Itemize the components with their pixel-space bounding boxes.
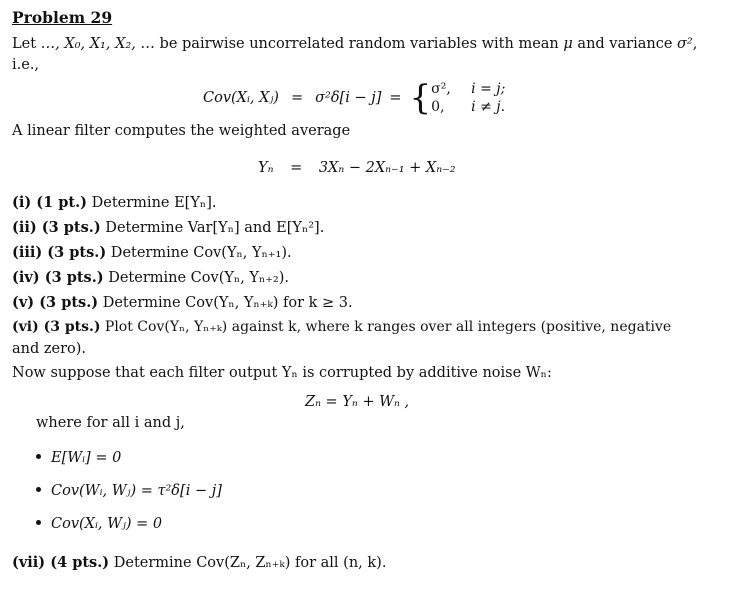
where-text: where for all i and j, bbox=[36, 415, 185, 431]
noise-equation: Zₙ = Yₙ + Wₙ , bbox=[305, 394, 410, 410]
part-v-label: (v) (3 pts.) bbox=[12, 294, 99, 311]
case2-condition: i ≠ j. bbox=[471, 99, 506, 115]
case1-condition: i = j; bbox=[471, 81, 506, 97]
intro-lead: Let bbox=[12, 36, 41, 52]
filter-text: A linear filter computes the weighted average bbox=[12, 123, 351, 139]
case1-value: σ², bbox=[431, 81, 451, 97]
filter-rhs: 3Xₙ − 2Xₙ₋₁ + Xₙ₋₂ bbox=[318, 160, 456, 176]
intro-ie: i.e., bbox=[12, 57, 40, 73]
part-v bbox=[12, 294, 353, 311]
cases-brace: { bbox=[409, 78, 432, 118]
bullet-item bbox=[36, 450, 121, 466]
part-v-text: Determine Cov(Yₙ, Yₙ₊ₖ) for k ≥ 3. bbox=[98, 295, 353, 311]
cov-eq2: = bbox=[389, 90, 402, 106]
bullet-item bbox=[36, 516, 162, 532]
problem-title: Problem 29 bbox=[12, 8, 113, 27]
cov-eq1: = bbox=[290, 90, 304, 106]
intro-and-variance: and variance bbox=[572, 36, 678, 52]
part-ii bbox=[12, 219, 324, 236]
bullet-text: E[Wᵢ] = 0 bbox=[51, 450, 122, 466]
intro-sequence: …, X₀, X₁, X₂, … bbox=[40, 36, 155, 52]
part-i-label: (i) (1 pt.) bbox=[12, 194, 88, 211]
part-i bbox=[12, 194, 216, 211]
part-iii-label: (iii) (3 pts.) bbox=[12, 244, 107, 261]
part-iv-text: Determine Cov(Yₙ, Yₙ₊₂). bbox=[103, 270, 289, 286]
part-vi-continued: and zero). bbox=[12, 341, 87, 357]
cov-lhs: Cov(Xᵢ, Xⱼ) bbox=[203, 90, 279, 106]
part-ii-label: (ii) (3 pts.) bbox=[12, 219, 101, 236]
covariance-equation bbox=[203, 78, 505, 118]
bullet-dot bbox=[36, 454, 41, 459]
part-vii bbox=[12, 554, 386, 571]
noise-text: Now suppose that each filter output Yₙ is corrupted by additive noise Wₙ: bbox=[12, 365, 552, 381]
intro-comma: , bbox=[692, 36, 698, 52]
bullet-dot bbox=[36, 520, 41, 525]
intro-mu: μ bbox=[563, 36, 573, 52]
part-iv-label: (iv) (3 pts.) bbox=[12, 269, 104, 286]
filter-eq: = bbox=[290, 160, 303, 176]
intro-rest: be pairwise uncorrelated random variables with mean bbox=[154, 36, 564, 52]
intro-line bbox=[12, 36, 697, 52]
bullet-item bbox=[36, 483, 222, 499]
part-iii bbox=[12, 244, 292, 261]
bullet-dot bbox=[36, 487, 41, 492]
cov-cases bbox=[431, 80, 505, 116]
part-iv bbox=[12, 269, 289, 286]
part-ii-text: Determine Var[Yₙ] and E[Yₙ²]. bbox=[100, 220, 325, 236]
intro-sigma2: σ² bbox=[677, 36, 693, 52]
part-i-text: Determine E[Yₙ]. bbox=[87, 195, 217, 211]
bullet-text: Cov(Wᵢ, Wⱼ) = τ²δ[i − j] bbox=[51, 483, 222, 499]
bullet-text: Cov(Xᵢ, Wⱼ) = 0 bbox=[51, 516, 163, 532]
part-vi-text: Plot Cov(Yₙ, Yₙ₊ₖ) against k, where k ranges over all integers (positive, negative bbox=[100, 319, 672, 335]
part-vi-label: (vi) (3 pts.) bbox=[12, 319, 101, 335]
part-vi bbox=[12, 319, 671, 335]
part-vii-text: Determine Cov(Zₙ, Zₙ₊ₖ) for all (n, k). bbox=[109, 555, 387, 571]
part-iii-text: Determine Cov(Yₙ, Yₙ₊₁). bbox=[106, 245, 292, 261]
part-vii-label: (vii) (4 pts.) bbox=[12, 554, 110, 571]
case2-value: 0, bbox=[431, 99, 445, 115]
filter-lhs: Yₙ bbox=[258, 160, 274, 176]
filter-equation bbox=[258, 160, 456, 176]
cov-mid: σ²δ[i − j] bbox=[315, 90, 382, 106]
